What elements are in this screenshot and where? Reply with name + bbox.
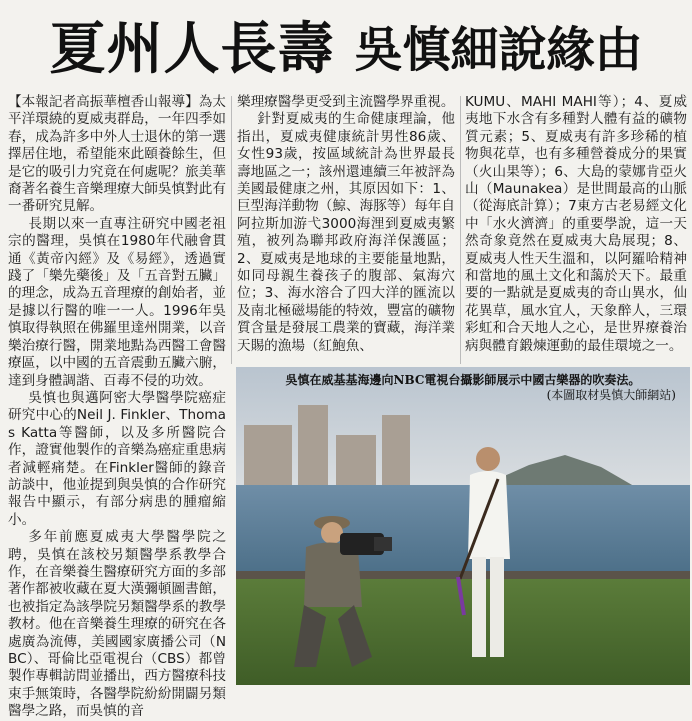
article-paragraph: 針對夏威夷的生命健康理論，他指出，夏威夷健康統計男性86歲、女性93歲，按區域統計為世界最長壽地區之一；該州還連續三年被評為美國最健康之州，其原因如下：1、巨型海洋動物（鯨、海豚等）每年自阿拉斯加游弋3000海浬到夏威夷繁殖，被列為聯邦政府海洋保護區；2、夏威夷是地球的主要能量地點，如同母親生養孩子的腹部、氣海穴位；3、海水溶合了四大洋的匯流以及南北極磁場能的特效，豐富的礦物質含量是發展工農業的寶藏，海洋業天賜的漁場（紅鮑魚、: [237, 111, 455, 354]
caption-text: 吳慎在威基基海邊向NBC電視台攝影師展示中國古樂器的吹奏法。: [285, 373, 641, 387]
column-divider: [460, 96, 461, 364]
article-paragraph: 長期以來一直專注研究中國老祖宗的醫理，吳慎在1980年代融會貫通《黃帝內經》及《易經》，透過實踐了「樂先藥後」及「五音對五臟」的理念，成為五音理療的創始者，並是據以行醫的唯一一人。1996年吳慎取得執照在佛羅里達州開業，以音樂治療行醫，開業地點為西醫工會醫療區，以中國的五音震動五臟六腑，達到身體調諧、百毒不侵的功效。: [8, 215, 226, 389]
article-paragraph: 樂理療醫學更受到主流醫學界重視。: [237, 94, 455, 110]
article-paragraph: 吳慎也與邁阿密大學醫學院癌症研究中心的Neil J. Finkler、Thomas Katta等醫師，以及多所醫院合作，證實他製作的音樂為癌症重患病者減輕痛楚。在Finkler醫師的錄音訪談中，他並提到與吳慎的合作研究報告中顯示，有部分病患的腫瘤縮小。: [8, 389, 226, 528]
lead-paragraph: 【本報記者高振華檀香山報導】為太平洋環繞的夏威夷群島，一年四季如春，成為許多中外人士退休的第一選擇居住地，希望能來此頤養餘生，但是它的吸引力究竟在何處呢？旅美華裔著名養生音樂理療大師吳慎對此有一番研究見解。: [8, 94, 226, 215]
musician-figure: [454, 439, 524, 669]
article-column-2: [237, 94, 455, 362]
building: [298, 405, 328, 495]
headline-sub: 吳慎細說緣由: [354, 21, 643, 78]
building: [382, 415, 410, 495]
cameraman-figure: [274, 507, 394, 677]
news-photo: [236, 367, 690, 685]
column-divider: [231, 96, 232, 364]
headline-main: 夏州人長壽: [49, 17, 335, 82]
photo-caption: [236, 373, 690, 403]
article-paragraph: 多年前應夏威夷大學醫學院之聘，吳慎在該校另類醫學系教學合作，在音樂養生醫療研究方面的多部著作都被收藏在夏大漢彌頓圖書館，也被指定為該學院另類醫學系的教學教材。他在音樂養生理療的研究在各處廣為流傳，美國國家廣播公司（NBC）、哥倫比亞電視台（CBS）都曾製作專輯訪問並播出，西方醫療科技束手無策時，各醫學院紛紛開闢另類醫學之路，而吳慎的音: [8, 529, 226, 720]
headline: [0, 0, 692, 90]
article-paragraph: KUMU、MAHI MAHI等）；4、夏威夷地下水含有多種對人體有益的礦物質元素；5、夏威夷有許多珍稀的植物與花草，也有多種營養成分的果實（火山果等）；6、大島的蒙娜肯亞火山（Maunakea）是世間最高的山脈（從海底計算）；7東方古老易經文化中「水火濟濟」的重要學說，這一天然奇象竟然在夏威夷大島展現；8、夏威夷人性天生溫和，以阿羅哈精神和當地的風土文化和藹於天下。最重要的一點就是夏威夷的奇山異水，仙花異草，風水宜人，天象醉人，三環彩虹和合天地人之心，是世界療養治病與體育鍛煉運動的最佳環境之一。: [465, 94, 687, 354]
article-column-1: [8, 94, 226, 720]
photo-credit: (本圖取材吳慎大師網站): [546, 388, 676, 402]
article-column-3: [465, 94, 687, 362]
